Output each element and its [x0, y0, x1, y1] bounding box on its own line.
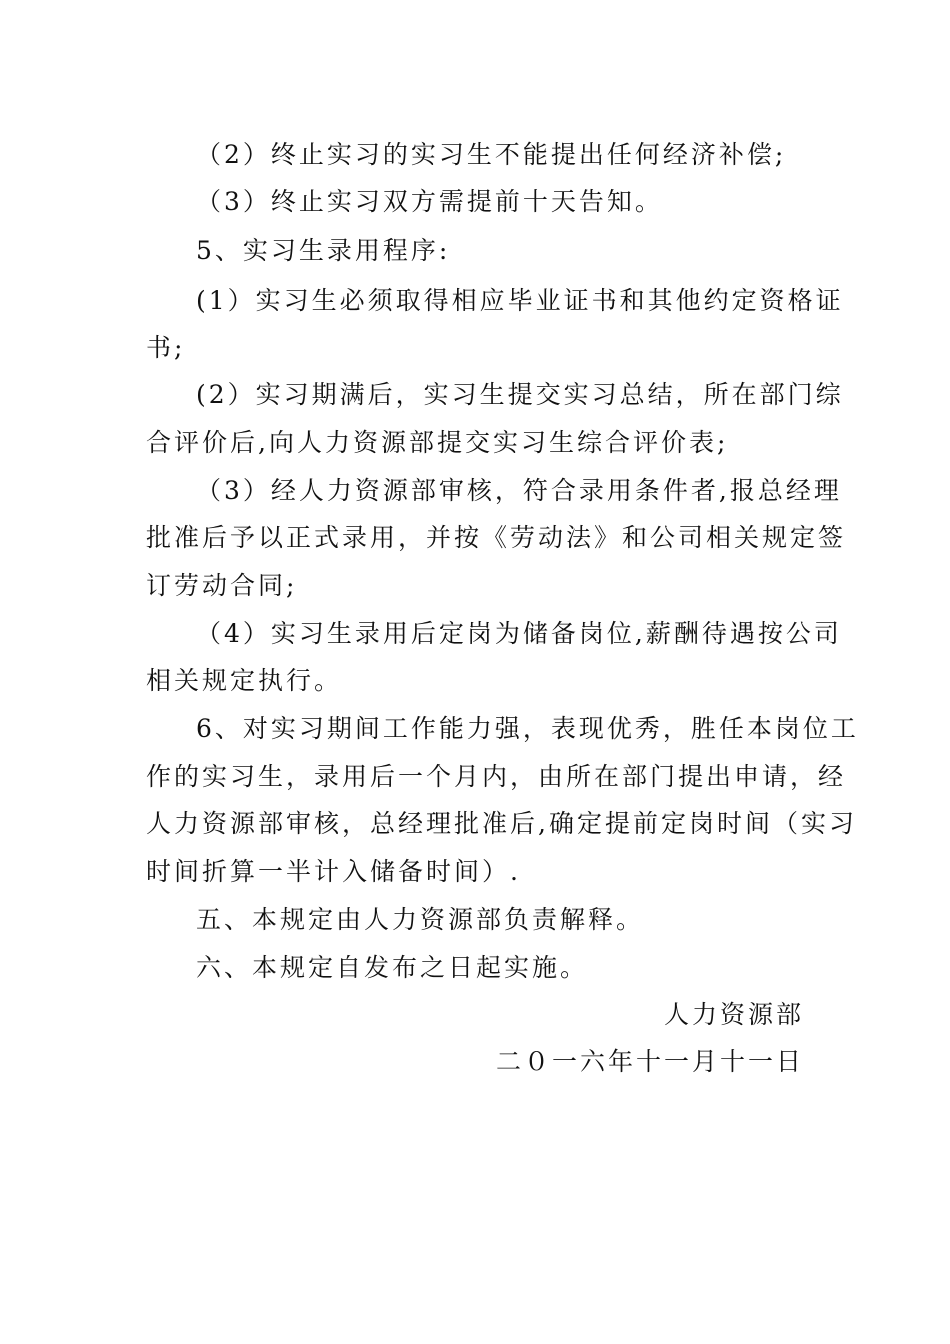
clause-5-item-3-line-1: （3）经人力资源部审核，符合录用条件者,报总经理: [196, 476, 842, 505]
clause-6-line-1: 6、对实习期间工作能力强，表现优秀，胜任本岗位工: [196, 714, 859, 743]
clause-5-item-3-line-2: 批准后予以正式录用，并按《劳动法》和公司相关规定签: [146, 523, 847, 552]
article-5: 五、本规定由人力资源部负责解释。: [196, 905, 645, 934]
clause-5-item-1-line-1: (1）实习生必须取得相应毕业证书和其他约定资格证: [196, 286, 844, 315]
clause-6-line-3: 人力资源部审核，总经理批准后,确定提前定岗时间（实习: [146, 809, 857, 838]
clause-5-item-1-line-2: 书;: [146, 333, 186, 362]
clause-6-line-2: 作的实习生，录用后一个月内，由所在部门提出申请，经: [146, 762, 847, 791]
clause-5-item-4-line-2: 相关规定执行。: [146, 666, 343, 695]
signature-date: 二０一六年十一月十一日: [495, 1047, 804, 1076]
clause-5-item-4-line-1: （4）实习生录用后定岗为储备岗位,薪酬待遇按公司: [196, 619, 842, 648]
clause-6-line-4: 时间折算一半计入储备时间）.: [146, 857, 521, 886]
clause-5-heading: 5、实习生录用程序:: [196, 236, 451, 265]
signature-department: 人力资源部: [663, 1000, 804, 1029]
clause-4-item-3: （3）终止实习双方需提前十天告知。: [196, 187, 663, 216]
article-6: 六、本规定自发布之日起实施。: [196, 953, 589, 982]
clause-5-item-3-line-3: 订劳动合同;: [146, 571, 298, 600]
clause-5-item-2-line-1: (2）实习期满后，实习生提交实习总结，所在部门综: [196, 380, 844, 409]
clause-4-item-2: （2）终止实习的实习生不能提出任何经济补偿;: [196, 140, 787, 169]
clause-5-item-2-line-2: 合评价后,向人力资源部提交实习生综合评价表;: [146, 428, 729, 457]
